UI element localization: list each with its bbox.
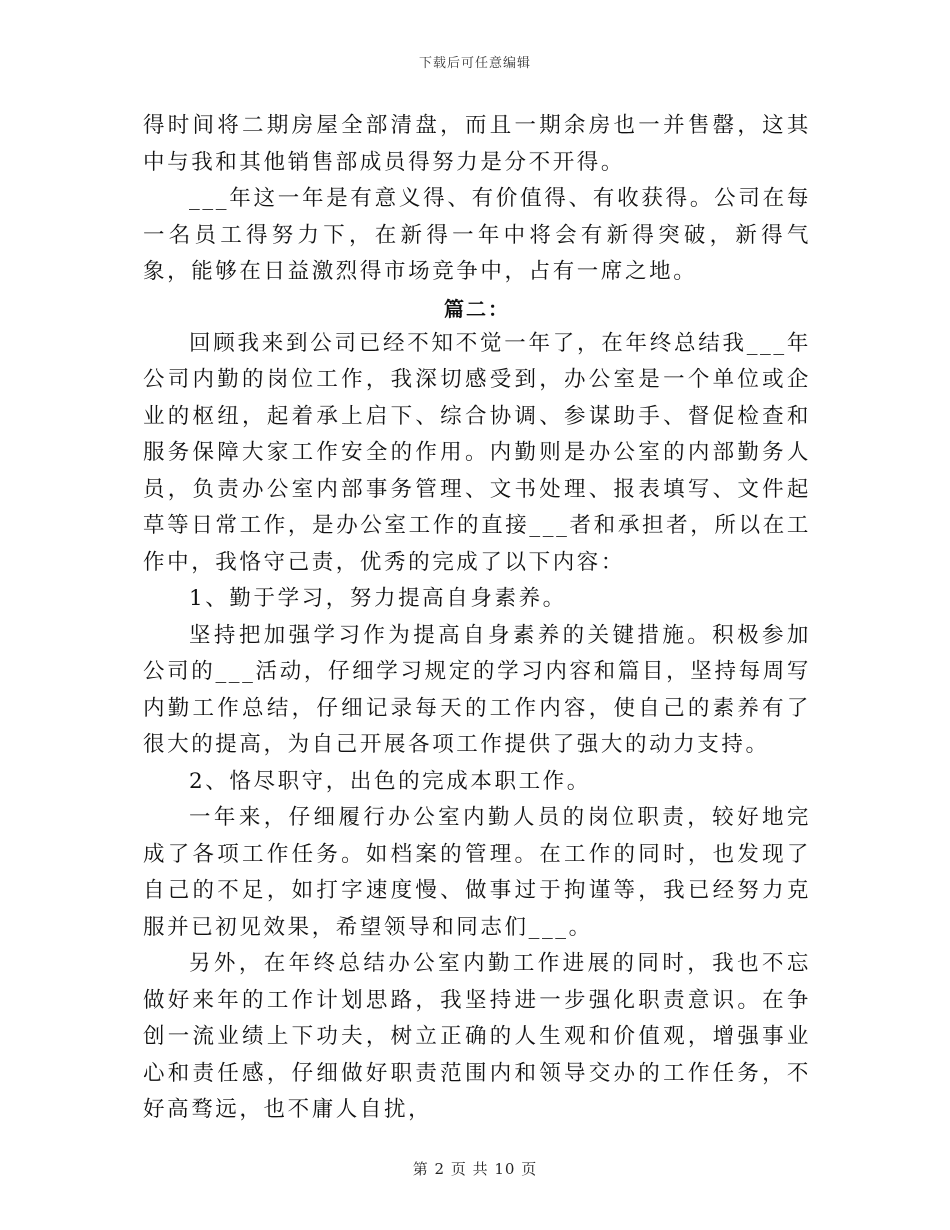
paragraph-year-summary: ___年这一年是有意义得、有价值得、有收获得。公司在每一名员工得努力下，在新得一年中将会有新得突破，新得气象，能够在日益激烈得市场竞争中，占有一席之地。 — [143, 186, 811, 284]
paragraph-intro: 回顾我来到公司已经不知不觉一年了，在年终总结我___年公司内勤的岗位工作，我深切感受到，办公室是一个单位或企业的枢纽，起着承上启下、综合协调、参谋助手、督促检查和服务保障大家工作安全的作用。内勤则是办公室的内部勤务人员，负责办公室内部事务管理、文书处理、报表填写、文件起草等日常工作，是办公室工作的直接___者和承担者，所以在工作中，我恪守己责，优秀的完成了以下内容： — [143, 330, 811, 575]
list-item-heading-1: 1、勤于学习，努力提高自身素养。 — [189, 586, 567, 611]
document-body — [143, 108, 811, 1129]
paragraph-study: 坚持把加强学习作为提高自身素养的关键措施。积极参加公司的___活动，仔细学习规定的学习内容和篇目，坚持每周写内勤工作总结，仔细记录每天的工作内容，使自己的素养有了很大的提高，为自己开展各项工作提供了强大的动力支持。 — [143, 622, 811, 757]
paragraph-continued: 得时间将二期房屋全部清盘，而且一期余房也一并售罄，这其中与我和其他销售部成员得努力是分不开得。 — [143, 113, 811, 175]
list-item-heading-2: 2、恪尽职守，出色的完成本职工作。 — [189, 768, 591, 794]
paragraph-duties: 一年来，仔细履行办公室内勤人员的岗位职责，较好地完成了各项工作任务。如档案的管理。在工作的同时，也发现了自己的不足，如打字速度慢、做事过于拘谨等，我已经努力克服并已初见效果，希望领导和同志们___。 — [143, 805, 811, 940]
section-heading: 篇二： — [444, 296, 510, 321]
page-footer: 第 2 页 共 10 页 — [412, 1160, 538, 1178]
paragraph-plans: 另外，在年终总结办公室内勤工作进展的同时，我也不忘做好来年的工作计划思路，我坚持进一步强化职责意识。在争创一流业绩上下功夫，树立正确的人生观和价值观，增强事业心和责任感，仔细做好职责范围内和领导交办的工作任务，不好高骛远，也不庸人自扰， — [143, 951, 811, 1122]
page-header: 下载后可任意编辑 — [418, 56, 531, 71]
